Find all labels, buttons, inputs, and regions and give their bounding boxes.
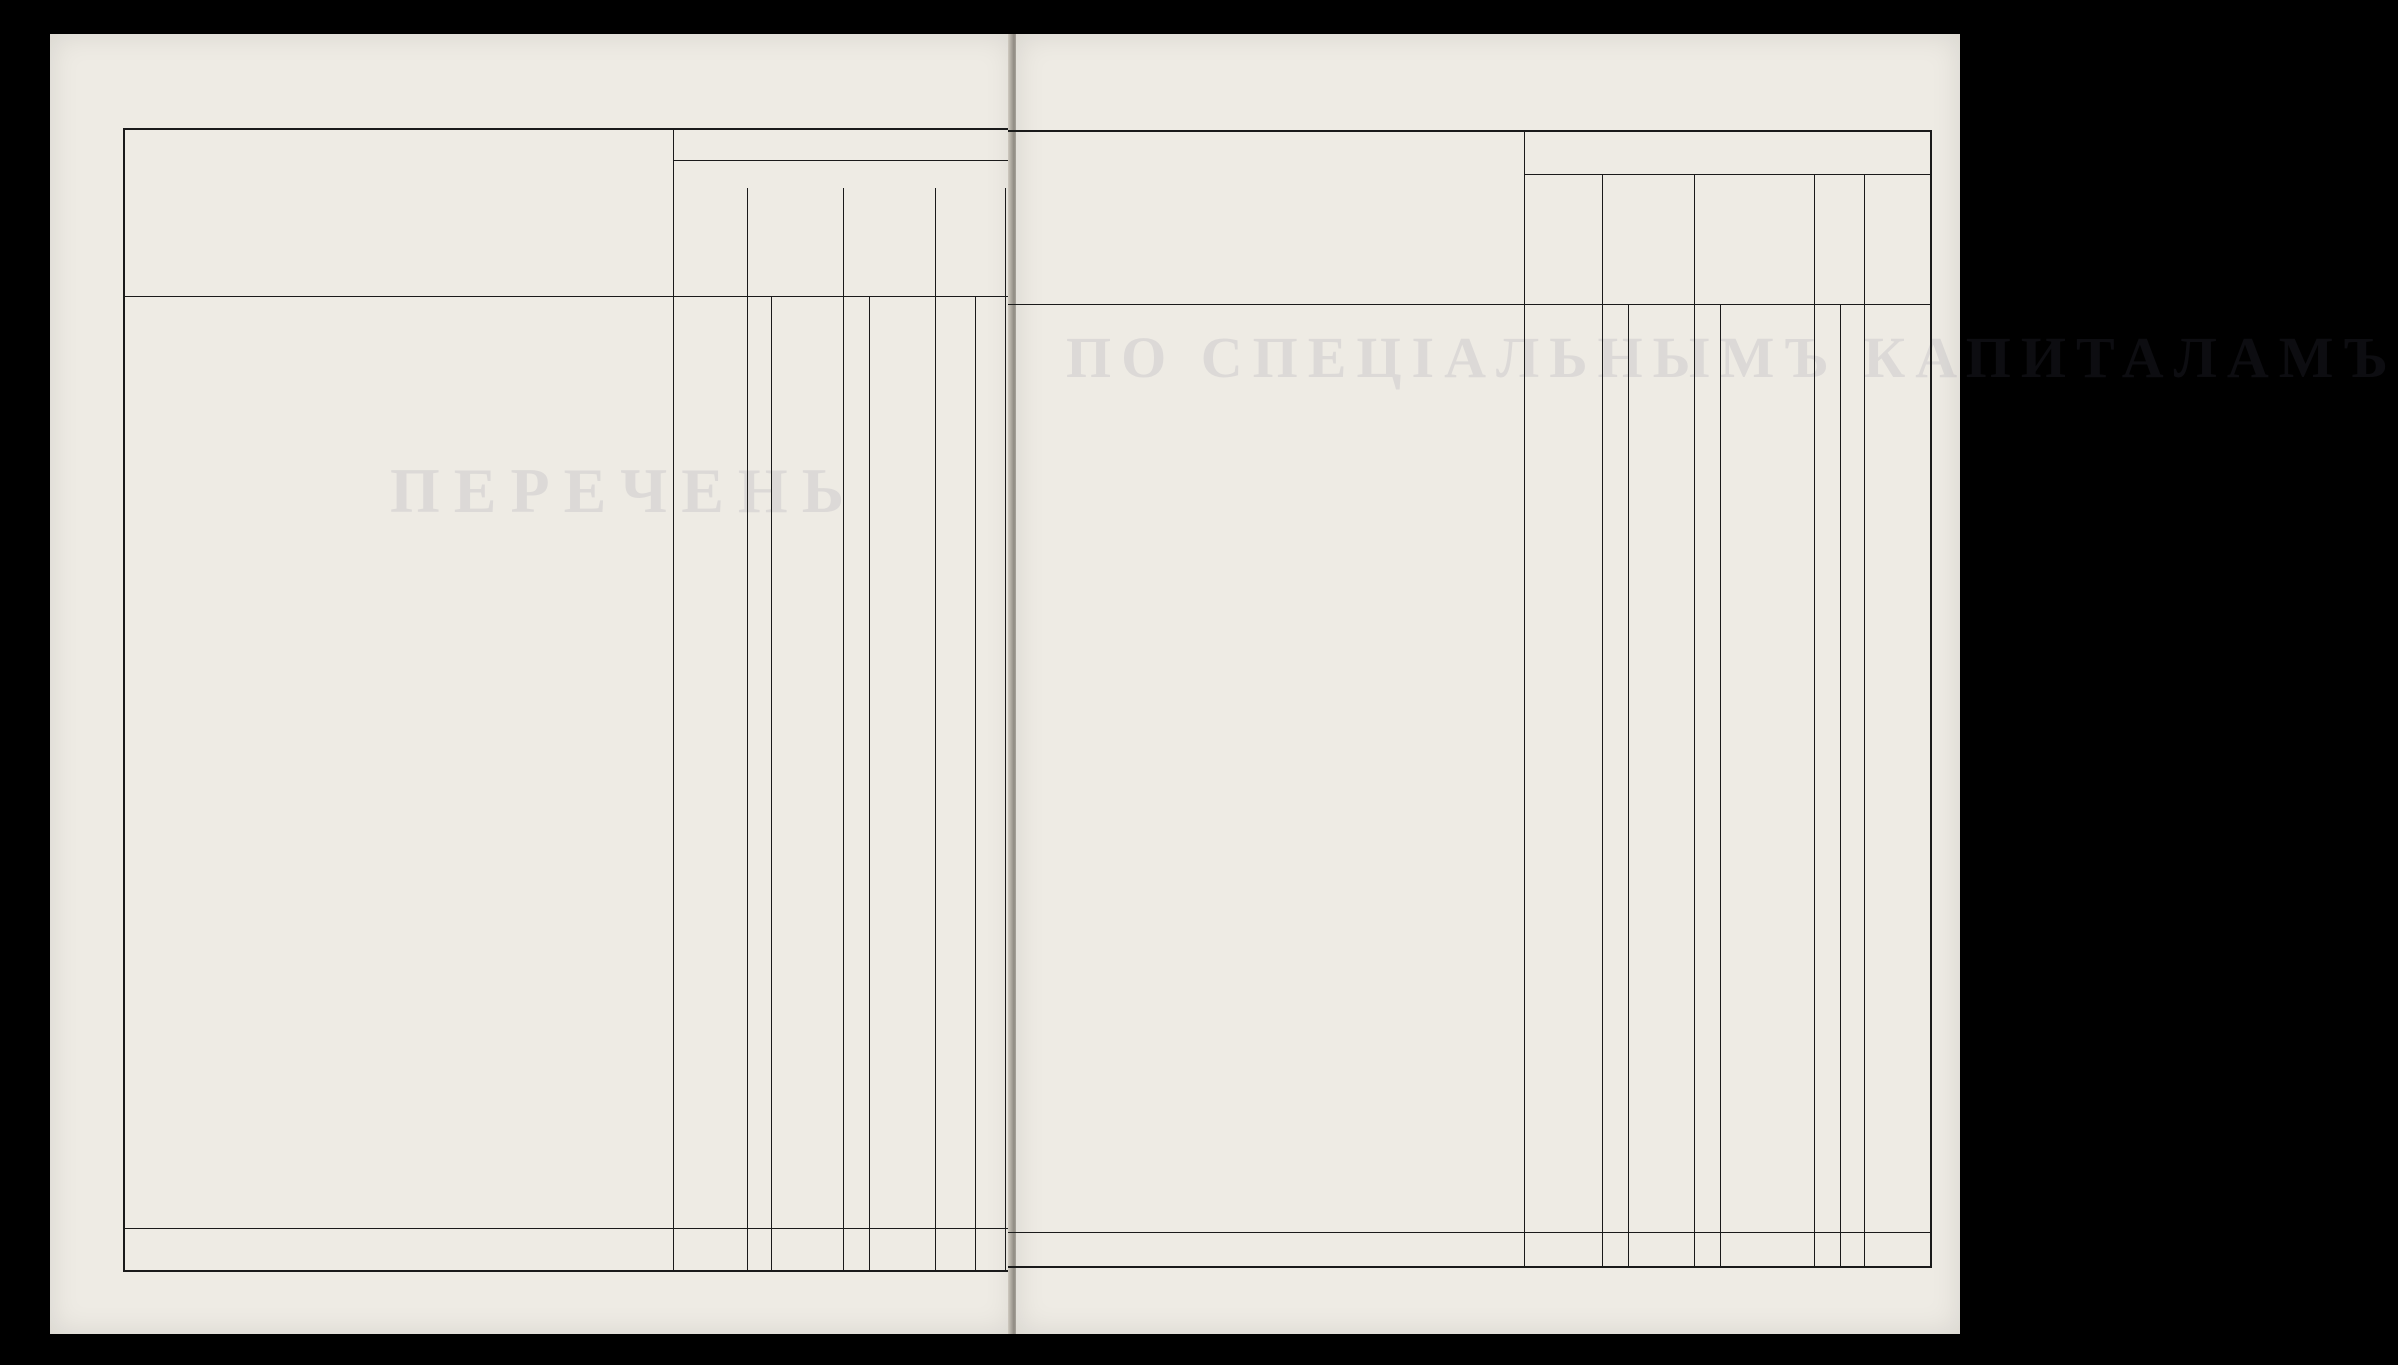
right-page: [1016, 34, 2398, 1334]
bleed-through-overlay: ПЕРЕЧЕНЬ: [390, 455, 858, 526]
expense-table: [123, 128, 1013, 1272]
left-page: [50, 34, 1014, 1334]
revenue-table: [1008, 130, 1932, 1268]
bleed-through-overlay: ПО СПЕЦІАЛЬНЫМЪ КАПИТАЛАМЪ: [1066, 325, 2398, 390]
